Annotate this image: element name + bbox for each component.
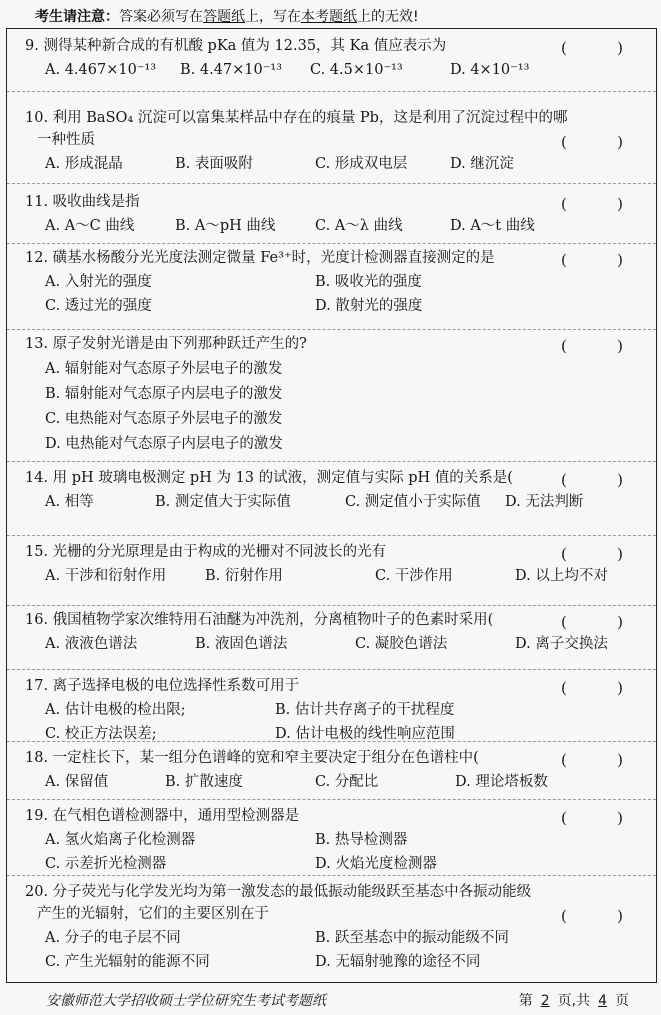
- option-a[interactable]: A. 分子的电子层不同: [45, 930, 181, 946]
- option-d[interactable]: D. A～t 曲线: [450, 218, 535, 234]
- options: [25, 927, 645, 975]
- option-b[interactable]: B. 衍射作用: [205, 568, 283, 584]
- current-page: 2: [540, 993, 550, 1009]
- question-stem-continued: 产生的光辐射，它们的主要区别在于: [37, 906, 269, 922]
- options: [25, 491, 645, 515]
- question-frame: [6, 28, 657, 983]
- option-b[interactable]: B. 热导检测器: [315, 832, 408, 848]
- option-a[interactable]: A. 氢火焰离子化检测器: [45, 832, 196, 848]
- question-20: [25, 881, 645, 975]
- question-stem: 11. 吸收曲线是指: [25, 194, 140, 210]
- total-pages: 4: [598, 993, 607, 1009]
- question-divider: [7, 741, 656, 742]
- answer-sheet-term: 答题纸: [203, 9, 245, 25]
- option-c[interactable]: C. 干涉作用: [375, 568, 453, 584]
- option-d[interactable]: D. 散射光的强度: [315, 298, 423, 314]
- question-divider: [7, 329, 656, 330]
- option-a[interactable]: A. 干涉和衍射作用: [45, 568, 167, 584]
- option-b[interactable]: B. 跃至基态中的振动能级不同: [315, 930, 509, 946]
- page-indicator: 第 2 页,共 4 页: [518, 993, 629, 1009]
- question-16: [25, 609, 645, 657]
- option-d[interactable]: D. 无辐射驰豫的途径不同: [315, 954, 481, 970]
- option-c[interactable]: C. 形成双电层: [315, 156, 408, 172]
- question-13: [25, 333, 645, 455]
- option-b[interactable]: B. A～pH 曲线: [175, 218, 276, 234]
- options: [25, 215, 645, 239]
- question-divider: [7, 461, 656, 462]
- answer-blank[interactable]: ( ): [561, 133, 623, 151]
- options: [25, 829, 645, 877]
- options: [25, 358, 645, 455]
- option-c[interactable]: C. 透过光的强度: [45, 298, 152, 314]
- question-9: [25, 35, 645, 83]
- question-divider: [7, 91, 656, 92]
- answer-blank[interactable]: ( ): [561, 751, 623, 769]
- options: [25, 699, 645, 747]
- option-d[interactable]: D. 估计电极的线性响应范围: [275, 726, 455, 742]
- answer-blank[interactable]: ( ): [561, 337, 623, 355]
- question-11: [25, 191, 645, 239]
- option-d[interactable]: D. 继沉淀: [450, 156, 514, 172]
- notice-label: 考生请注意：: [35, 9, 119, 25]
- option-d[interactable]: D. 4×10⁻¹³: [450, 62, 530, 78]
- answer-blank[interactable]: ( ): [561, 195, 623, 213]
- question-stem: 18. 一定柱长下，某一组分色谱峰的宽和窄主要决定于组分在色谱柱中(: [25, 750, 479, 766]
- option-a[interactable]: A. 液液色谱法: [45, 636, 138, 652]
- option-c[interactable]: C. 校正方法误差;: [45, 726, 157, 742]
- option-a[interactable]: A. 相等: [45, 494, 94, 510]
- answer-blank[interactable]: ( ): [561, 545, 623, 563]
- question-stem: 13. 原子发射光谱是由下列那种跃迁产生的?: [25, 336, 307, 352]
- question-divider: [7, 243, 656, 244]
- option-c[interactable]: C. 示差折光检测器: [45, 856, 167, 872]
- option-b[interactable]: B. 扩散速度: [165, 774, 243, 790]
- answer-blank[interactable]: ( ): [561, 613, 623, 631]
- options: [25, 271, 645, 319]
- question-stem: 20. 分子荧光与化学发光均为第一激发态的最低振动能级跃至基态中各振动能级: [25, 884, 532, 900]
- answer-blank[interactable]: ( ): [561, 679, 623, 697]
- option-d[interactable]: D. 以上均不对: [515, 568, 608, 584]
- option-d[interactable]: D. 火焰光度检测器: [315, 856, 437, 872]
- question-10: [25, 107, 645, 177]
- answer-blank[interactable]: ( ): [561, 39, 623, 57]
- options: [25, 633, 645, 657]
- question-19: [25, 805, 645, 877]
- option-b[interactable]: B. 吸收光的强度: [315, 274, 422, 290]
- options: [25, 59, 645, 83]
- options: [25, 565, 645, 589]
- question-15: [25, 541, 645, 589]
- option-b[interactable]: B. 辐射能对气态原子内层电子的激发: [45, 386, 283, 402]
- question-17: [25, 675, 645, 747]
- options: [25, 771, 645, 795]
- options: [25, 153, 645, 177]
- question-stem: 16. 俄国植物学家次维特用石油醚为冲洗剂，分离植物叶子的色素时采用(: [25, 612, 494, 628]
- option-a[interactable]: A. 辐射能对气态原子外层电子的激发: [45, 361, 283, 377]
- answer-blank[interactable]: ( ): [561, 471, 623, 489]
- question-stem: 14. 用 pH 玻璃电极测定 pH 为 13 的试液，测定值与实际 pH 值的关系是(: [25, 470, 513, 486]
- question-divider: [7, 875, 656, 876]
- answer-blank[interactable]: ( ): [561, 907, 623, 925]
- answer-blank[interactable]: ( ): [561, 251, 623, 269]
- question-stem: 9. 测得某种新合成的有机酸 pKa 值为 12.35，其 Ka 值应表示为: [25, 38, 447, 54]
- option-c[interactable]: C. 凝胶色谱法: [355, 636, 448, 652]
- question-14: [25, 467, 645, 515]
- option-b[interactable]: B. 液固色谱法: [195, 636, 288, 652]
- option-b[interactable]: B. 4.47×10⁻¹³: [180, 62, 283, 78]
- option-a[interactable]: A. 入射光的强度: [45, 274, 152, 290]
- option-c[interactable]: C. 分配比: [315, 774, 379, 790]
- question-stem-continued: 一种性质: [37, 132, 95, 148]
- option-d[interactable]: D. 无法判断: [505, 494, 584, 510]
- question-12: [25, 247, 645, 319]
- question-stem: 15. 光栅的分光原理是由于构成的光栅对不同波长的光有: [25, 544, 387, 560]
- option-a[interactable]: A. 估计电极的检出限;: [45, 702, 186, 718]
- option-c[interactable]: C. 产生光辐射的能源不同: [45, 954, 210, 970]
- footer-title: 安徽师范大学招收硕士学位研究生考试考题纸: [46, 993, 326, 1009]
- question-stem: 10. 利用 BaSO₄ 沉淀可以富集某样品中存在的痕量 Pb，这是利用了沉淀过程中的哪: [25, 110, 568, 126]
- option-b[interactable]: B. 表面吸附: [175, 156, 253, 172]
- question-stem: 19. 在气相色谱检测器中，通用型检测器是: [25, 808, 300, 824]
- option-c[interactable]: C. 4.5×10⁻¹³: [310, 62, 403, 78]
- exam-notice: 考生请注意：答案必须写在答题纸上，写在本考题纸上的无效!: [35, 9, 419, 25]
- option-c[interactable]: C. A～λ 曲线: [315, 218, 403, 234]
- question-divider: [7, 669, 656, 670]
- question-stem: 12. 磺基水杨酸分光光度法测定微量 Fe³⁺时，光度计检测器直接测定的是: [25, 250, 495, 266]
- option-a[interactable]: A. 保留值: [45, 774, 109, 790]
- option-d[interactable]: D. 理论塔板数: [455, 774, 548, 790]
- question-stem: 17. 离子选择电极的电位选择性系数可用于: [25, 678, 300, 694]
- option-a[interactable]: A. 4.467×10⁻¹³: [45, 62, 157, 78]
- question-divider: [7, 183, 656, 184]
- question-divider: [7, 799, 656, 800]
- option-a[interactable]: A. 形成混晶: [45, 156, 123, 172]
- option-d[interactable]: D. 电热能对气态原子内层电子的激发: [45, 436, 283, 452]
- option-b[interactable]: B. 测定值大于实际值: [155, 494, 291, 510]
- option-d[interactable]: D. 离子交换法: [515, 636, 608, 652]
- option-c[interactable]: C. 测定值小于实际值: [345, 494, 481, 510]
- question-18: [25, 747, 645, 795]
- question-divider: [7, 605, 656, 606]
- option-c[interactable]: C. 电热能对气态原子外层电子的激发: [45, 411, 283, 427]
- question-divider: [7, 535, 656, 536]
- option-b[interactable]: B. 估计共存离子的干扰程度: [275, 702, 455, 718]
- option-a[interactable]: A. A～C 曲线: [45, 218, 135, 234]
- question-sheet-term: 本考题纸: [301, 9, 357, 25]
- answer-blank[interactable]: ( ): [561, 809, 623, 827]
